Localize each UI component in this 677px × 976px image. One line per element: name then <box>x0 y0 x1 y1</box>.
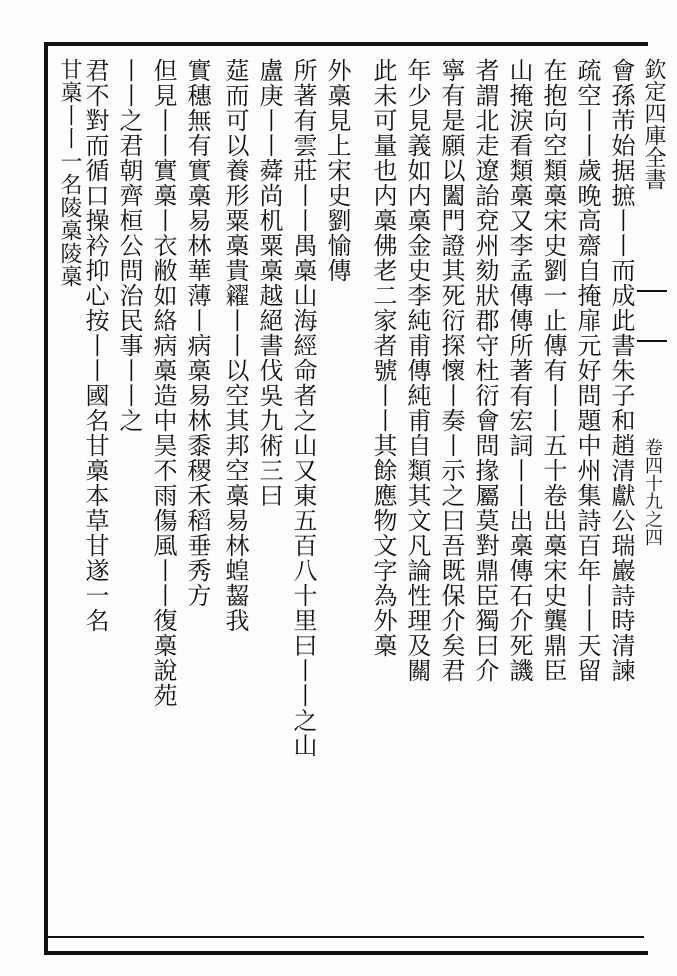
fold-mark-top <box>637 290 667 292</box>
margin-juan: 卷四十九之四 <box>642 438 663 546</box>
text-column-14: 但見丨丨實槀丨衣敝如絡病槀造中昊不雨傷風丨丨復槀說苑 <box>149 58 177 708</box>
text-column-12: 莚而可以養形粟槀貴糴丨丨以空其邦空槀易林蝗齧我 <box>221 58 249 633</box>
text-column-10: 所著有雲莊丨丨禺槀山海經命者之山又東五百八十里曰丨丨之山 <box>289 58 317 758</box>
text-column-11: 盧庚丨丨蕣尚机粟槀越絕書伐吳九術三曰 <box>255 58 283 508</box>
text-column-15: 丨丨之君朝齊桓公問治民事丨丨之 <box>115 58 143 433</box>
text-column-9: 外槀見上宋史劉愉傳 <box>323 58 351 283</box>
bottom-rule <box>44 936 644 938</box>
text-column-2: 疏空丨丨歲晚高齋自掩扉元好問題中州集詩百年丨丨天留 <box>573 58 601 683</box>
text-column-4: 山掩淚看類槀又李孟傳傳所著有宏詞丨丨出槀傳石介死譏 <box>505 58 533 683</box>
text-column-1: 會孫芾始据摭丨丨而成此書朱子和趙清獻公瑞巖詩時清諫 <box>607 58 635 683</box>
page-margin <box>633 40 673 940</box>
text-column-8: 此未可量也内槀佛老二家者號丨丨其餘應物文字為外槀 <box>369 58 397 658</box>
fold-mark-bottom <box>637 340 667 342</box>
text-column-5: 者謂北走遼詒兗州劾狀郡守杜衍會問掾屬莫對鼎臣獨曰介 <box>471 58 499 683</box>
text-column-3: 在抱向空類槀宋史劉一止傳有丨丨五十卷出槀宋史龔鼎臣 <box>539 58 567 683</box>
text-column-7: 年少見義如内槀金史李純甫傳純甫自類其文凡論性理及關 <box>403 58 431 683</box>
text-column-16: 君不對而循口操衿抑心按丨丨國名甘槀本草甘遂一名 <box>81 58 109 633</box>
text-column-17: 甘槀丨丨一名陵槀陵槀 <box>57 58 82 288</box>
text-column-13: 實穗無有實槀易林華薄丨病槀易林黍稷禾稻垂秀方 <box>183 58 211 608</box>
margin-title: 欽定四庫全書 <box>641 58 666 190</box>
text-column-6: 寧有是願以闔門證其死衍探懷丨奏丨示之曰吾既保介矣君 <box>437 58 465 683</box>
